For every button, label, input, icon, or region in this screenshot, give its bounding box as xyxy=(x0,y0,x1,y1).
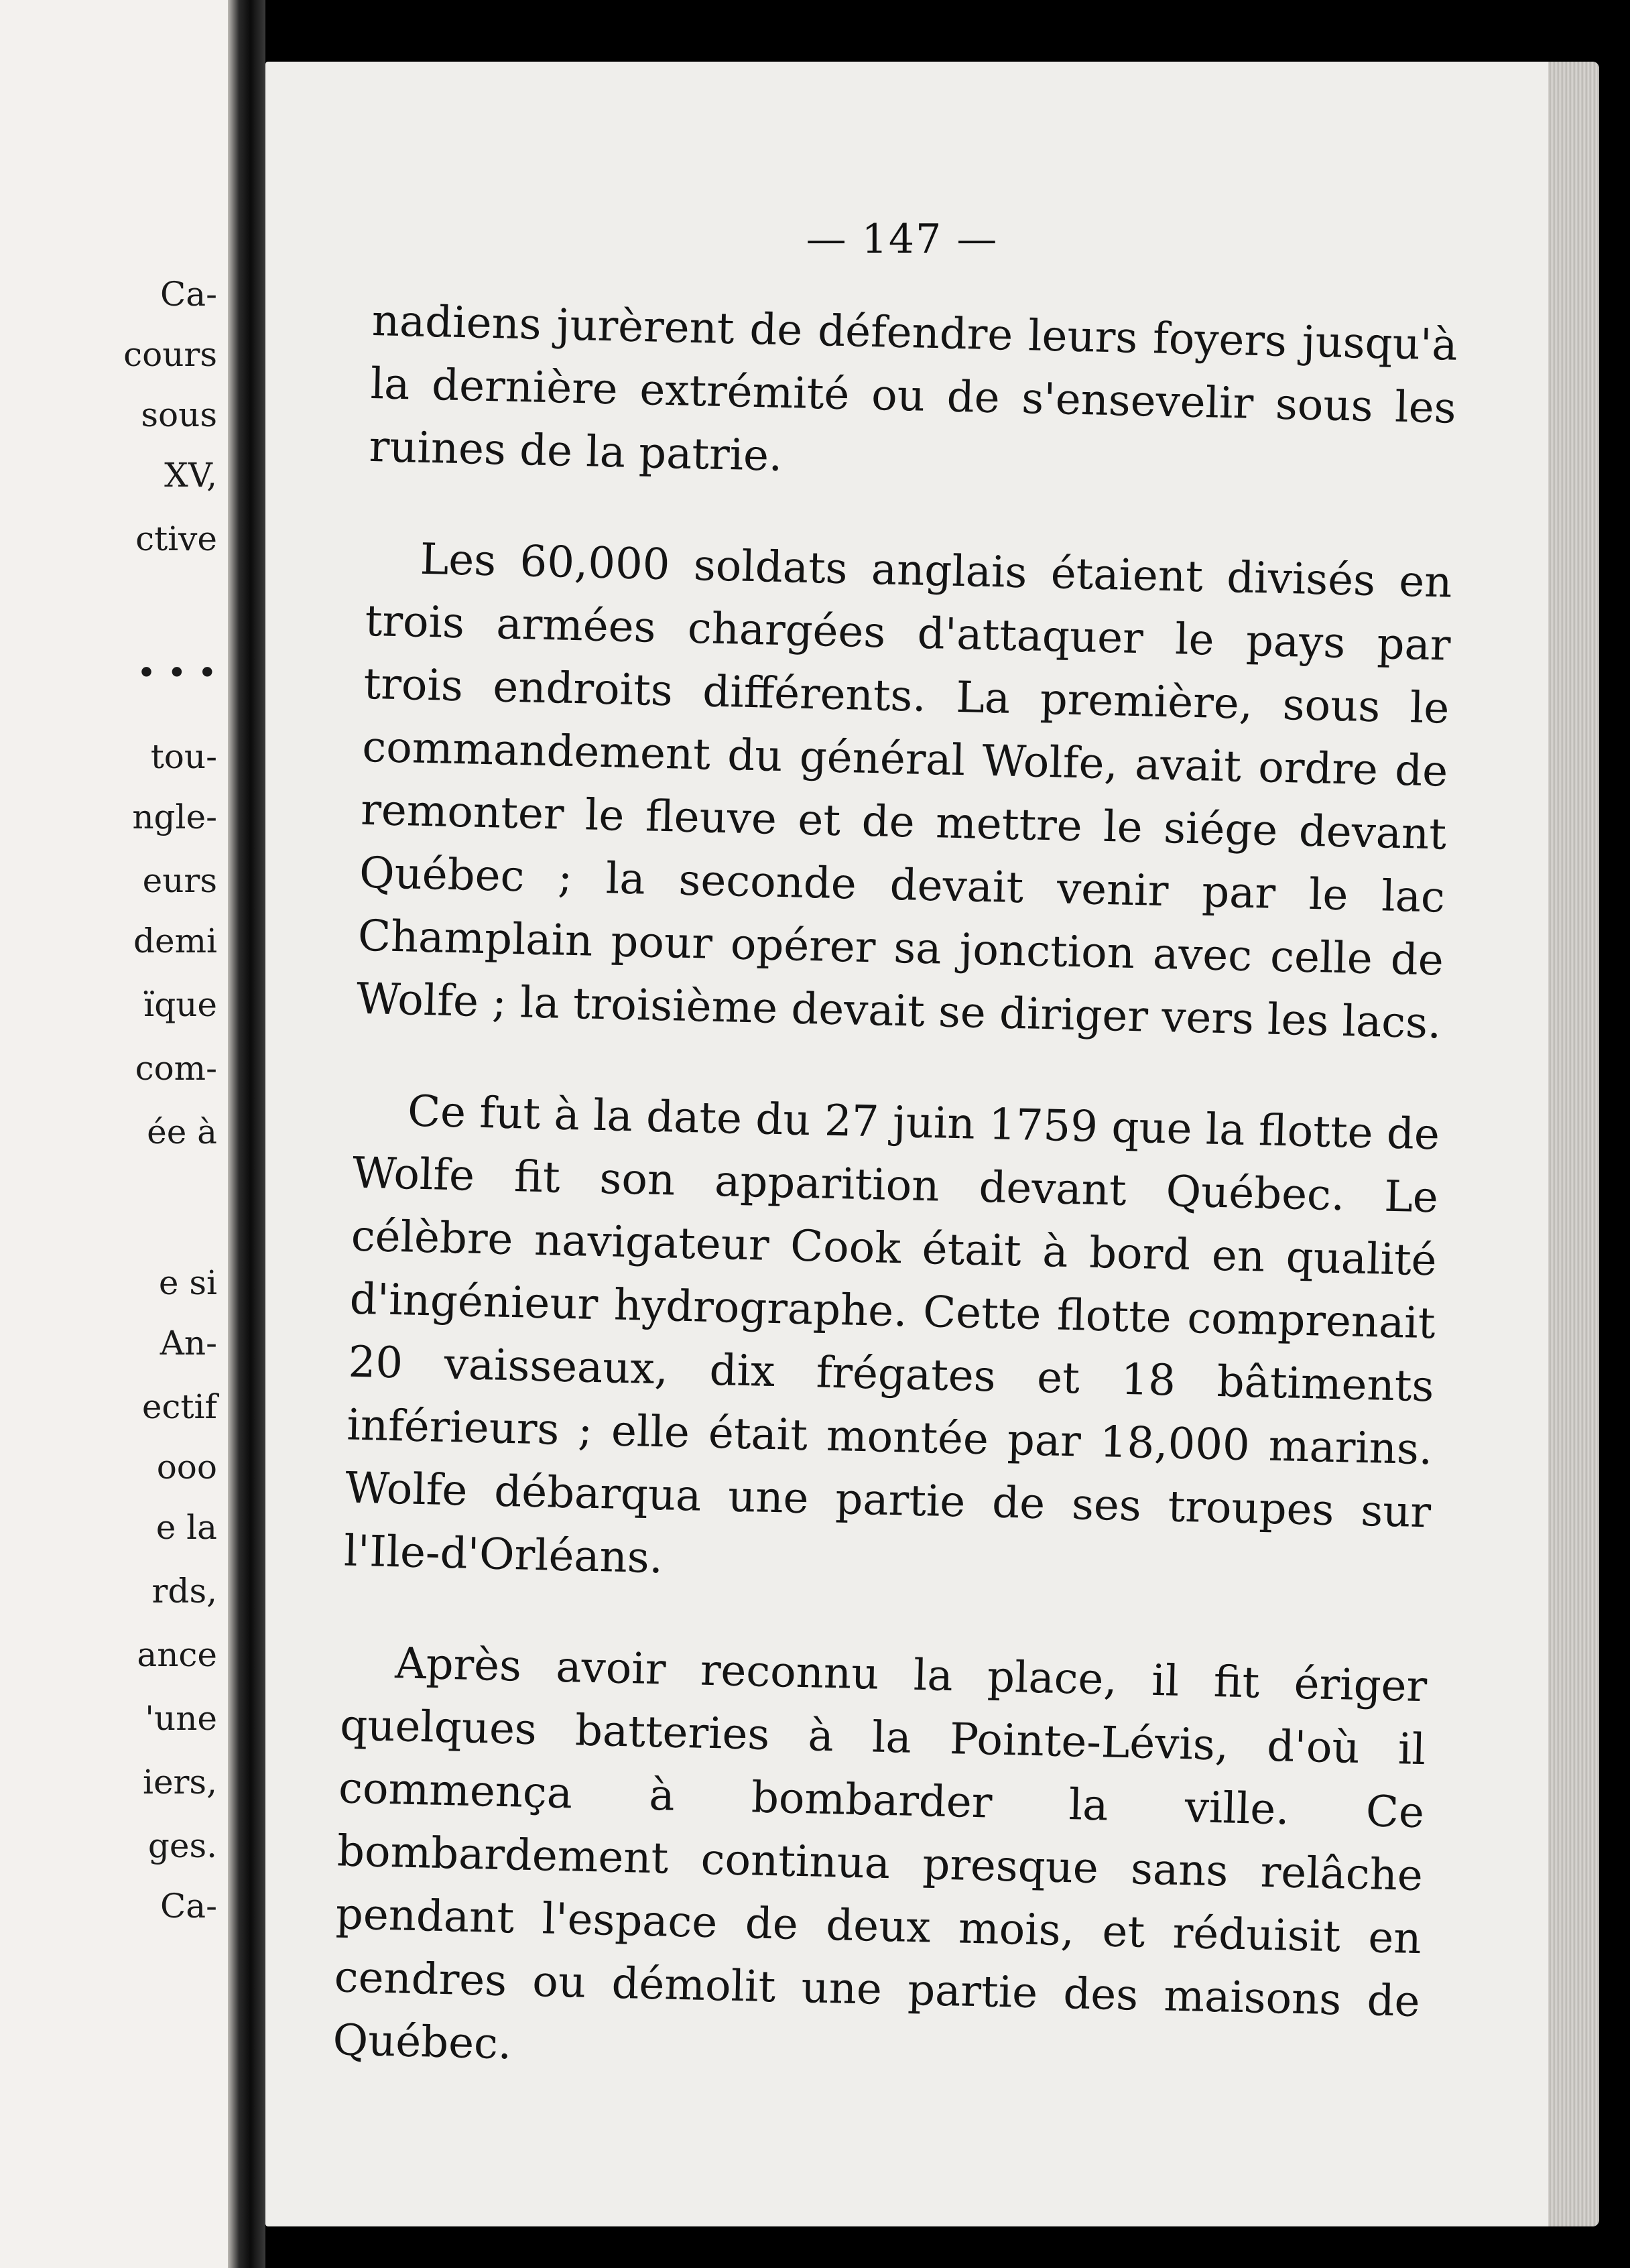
left-page-fragment: XV, xyxy=(164,456,217,495)
left-page-fragment: ance xyxy=(137,1635,217,1674)
left-page-fragment: An- xyxy=(160,1324,217,1363)
paragraph: Après avoir reconnu la place, il fit ériger quelques batteries à la Pointe-Lévis, d'où il commença à bombarder la ville. Ce bombardement continua presque sans relâche pendant l'espace de deux mois, et réduisit en cendres ou démolit une partie des maisons de Québec. xyxy=(332,1639,1428,2070)
left-page-fragment: ngle- xyxy=(132,798,217,836)
left-page-fragment: demi xyxy=(133,922,217,960)
left-page-fragment: ectif xyxy=(141,1387,217,1426)
left-page-fragment: • • • xyxy=(136,653,217,692)
paragraph: Les 60,000 soldats anglais étaient divisés en trois armées chargées d'attaquer le pays par trois endroits différents. La première, sous le commandement du général Wolfe, avait ordre de remonter le fleuve et de mettre le siége devant Québec ; la seconde devait venir par le lac Champlain pour opérer sa jonction avec celle de Wolfe ; la troisième devait se diriger vers les lacs. xyxy=(356,534,1453,1049)
paragraph: nadiens jurèrent de défendre leurs foyers jusqu'à la dernière extrémité ou de s'ensevelir sous les ruines de la patrie. xyxy=(368,296,1458,481)
paragraph: Ce fut à la date du 27 juin 1759 que la flotte de Wolfe fit son apparition devant Québec. Le célèbre navigateur Cook était à bord en qualité d'ingénieur hydrographe. Cette flotte comprenait 20 vaisseaux, dix frégates et 18 bâtiments inférieurs ; elle était montée par 18,000 marins. Wolfe débarqua une partie de ses troupes sur l'Ile-d'Orléans. xyxy=(343,1086,1440,1584)
left-page-fragment: ctive xyxy=(135,519,217,558)
left-page-fragment: ïque xyxy=(143,985,217,1024)
left-page-fragment: tou- xyxy=(150,737,217,776)
text-block xyxy=(331,290,1458,2145)
left-page-fragment: e si xyxy=(158,1263,217,1302)
left-page-fragment: eurs xyxy=(142,861,217,900)
left-page-fragment: sous xyxy=(141,395,217,434)
left-page-fragment: cours xyxy=(123,335,217,374)
left-page-fragment: ée à xyxy=(147,1113,217,1151)
right-page xyxy=(265,62,1599,2226)
page-edges xyxy=(1548,62,1599,2226)
left-page-fragment: rds, xyxy=(151,1572,217,1611)
left-page-fragment: com- xyxy=(135,1049,217,1088)
left-page-fragment: ges. xyxy=(147,1826,217,1865)
page-number: — 147 — xyxy=(806,216,999,263)
left-page-fragment: iers, xyxy=(142,1763,217,1802)
left-page-fragment: ooo xyxy=(156,1448,217,1487)
left-page-fragment: 'une xyxy=(145,1699,217,1738)
left-page-fragment: e la xyxy=(155,1508,217,1547)
book-gutter xyxy=(228,0,265,2268)
left-page-fragment: Ca- xyxy=(160,1887,217,1926)
left-page xyxy=(0,0,228,2268)
left-page-fragment: Ca- xyxy=(160,275,217,314)
